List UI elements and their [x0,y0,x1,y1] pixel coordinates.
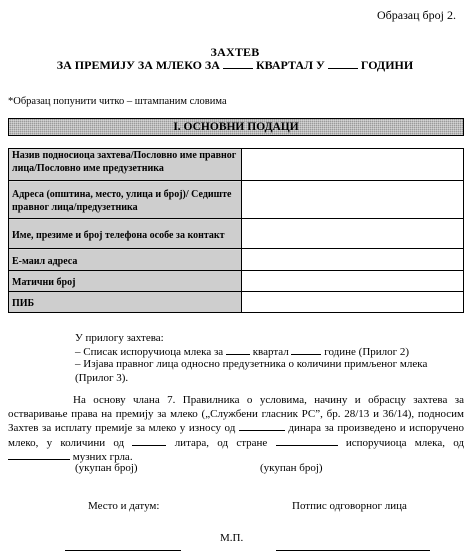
attachment-item-2: – Изјава правног лица односно предузетника о количини примљеног млека (Прилог 3). [75,358,428,384]
table-row [9,181,464,219]
fill-note: *Образац попунити читко – штампаним словима [8,96,227,107]
quarter-blank[interactable] [223,59,253,69]
subtitle-part3: ГОДИНИ [360,58,414,72]
row-label-applicant-name: Назив подносиоца захтева/Пословно име правног лица/Пословно име предузетника [9,149,242,181]
row-label-tax-id: ПИБ [9,292,242,313]
paragraph-text-5: музних грла. [72,451,133,463]
subtitle-part1: ЗА ПРЕМИЈУ ЗА МЛЕКО ЗА [56,58,220,72]
attachment-1-text-a: – Списак испоручиоца млека за [75,346,224,358]
applicant-name-field[interactable] [242,149,464,181]
attachments-heading: У прилогу захтева: [75,332,164,344]
stamp-label: М.П. [220,532,244,544]
amount-blank[interactable] [239,421,285,431]
signature-label: Потпис одговорног лица [292,500,407,512]
document-title: ЗАХТЕВ [210,45,260,59]
section-basic-data-header: I. ОСНОВНИ ПОДАЦИ [8,118,464,136]
tax-id-field[interactable] [242,292,464,313]
row-label-contact: Име, презиме и број телефона особе за контакт [9,219,242,249]
paragraph-text-3: литара, од стране [174,436,268,449]
email-field[interactable] [242,249,464,271]
basic-data-table [8,148,464,313]
row-label-registration-number: Матични број [9,271,242,292]
form-number: Образац број 2. [376,8,456,22]
table-row [9,219,464,249]
signature-line[interactable] [276,550,430,551]
quantity-blank[interactable] [132,436,166,446]
attachment-1-text-b: квартал [252,346,289,358]
place-and-date-label: Место и датум: [88,500,160,512]
row-label-email: Е-маил адреса [9,249,242,271]
table-row [9,271,464,292]
table-row [9,149,464,181]
paragraph-text-4: испоручиоца млека, од [345,436,464,449]
table-row [9,249,464,271]
request-paragraph [8,394,464,465]
total-number-label-right: (укупан број) [260,462,323,474]
table-row [9,292,464,313]
address-field[interactable] [242,181,464,219]
document-subtitle [0,58,470,73]
total-number-label-left: (укупан број) [75,462,138,474]
contact-field[interactable] [242,219,464,249]
paragraph-text-1: На основу члана 7. Правилника о условима, начину и обрасцу захтева за остваривање права на премију за млеко („Службени гласник РС”, бр. 28/13 и 36/14), подносим Захтев за исплату премије за млеко у износу од [8,394,464,434]
row-label-address: Адреса (општина, место, улица и број)/ Седиште правног лица/предузетника [9,181,242,219]
registration-number-field[interactable] [242,271,464,292]
cows-blank[interactable] [8,450,70,460]
place-date-line[interactable] [65,550,181,551]
paragraph-text-2: динара за произведено и испоручено млеко, у количини од [8,422,464,449]
suppliers-blank[interactable] [276,436,338,446]
subtitle-part2: КВАРТАЛ У [255,58,325,72]
year-blank[interactable] [328,59,358,69]
attachment-quarter-blank[interactable] [226,345,250,355]
attachment-year-blank[interactable] [291,345,321,355]
attachment-1-text-c: године (Прилог 2) [324,346,410,358]
